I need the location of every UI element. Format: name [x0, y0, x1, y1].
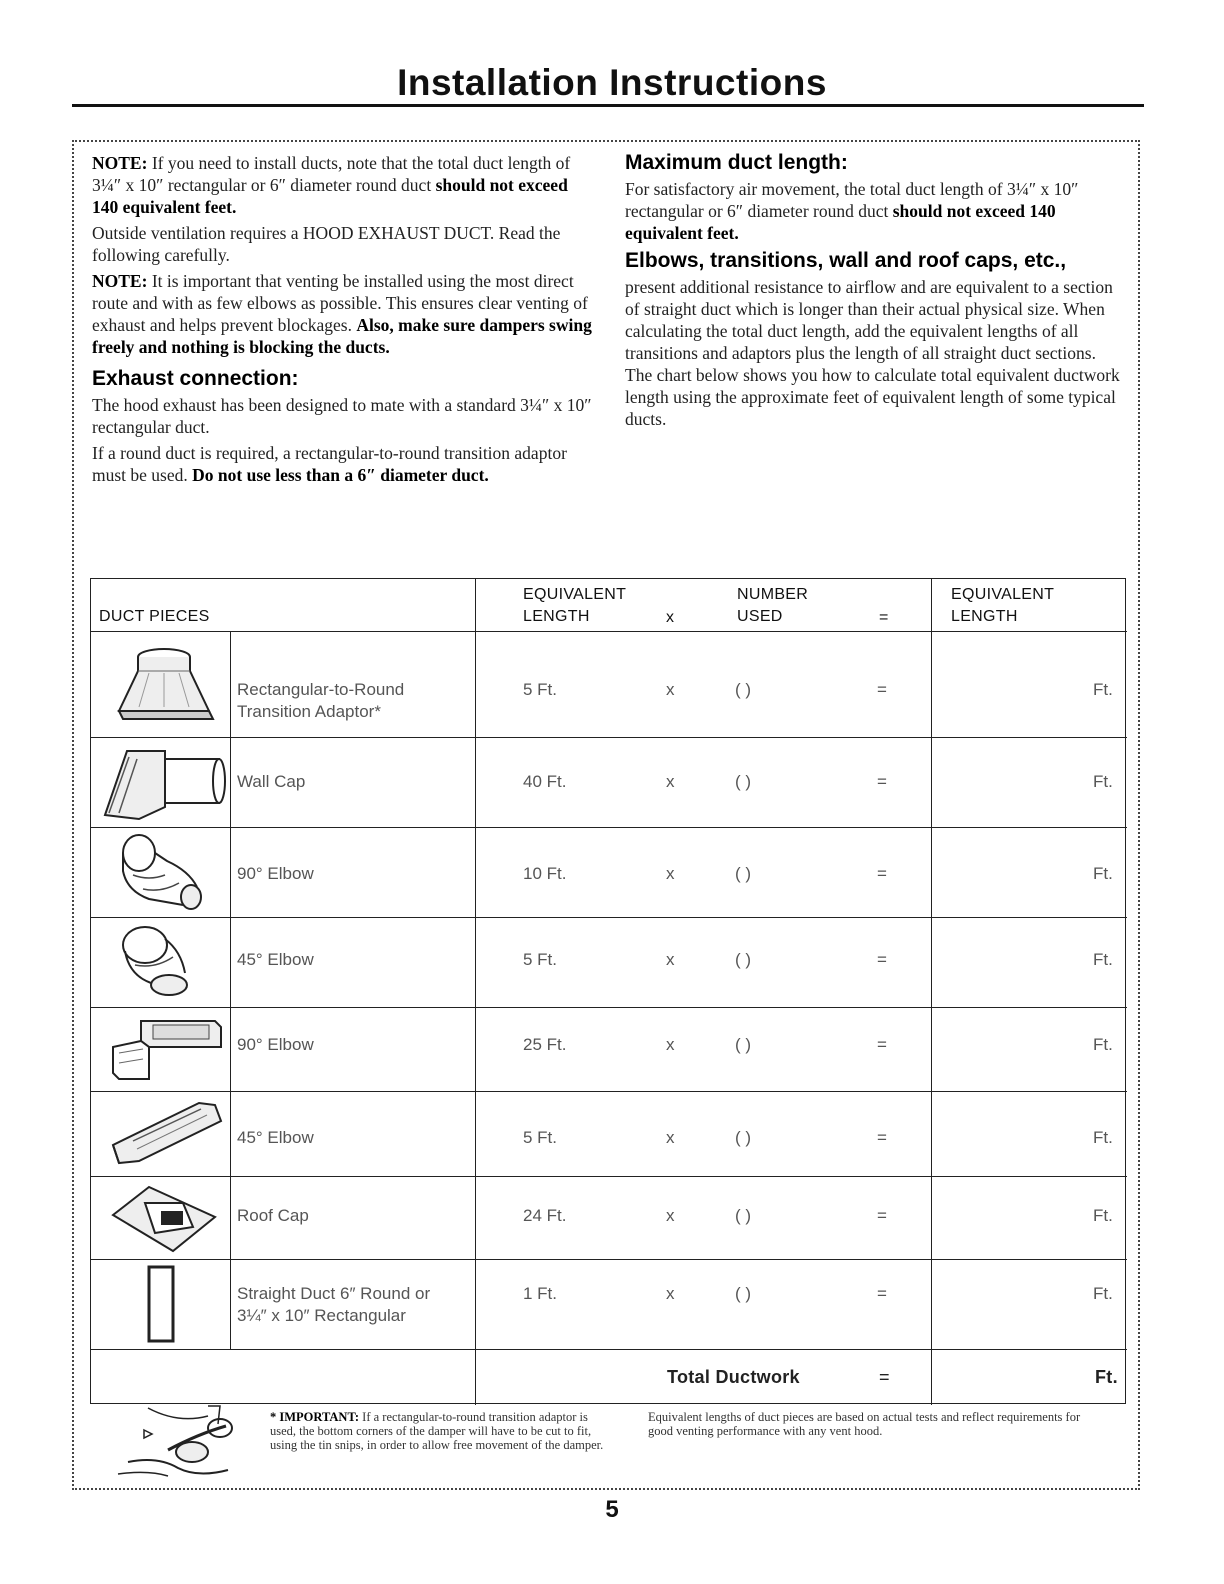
row-name-line2: Transition Adaptor* [237, 702, 381, 721]
row-equals: = [877, 772, 887, 791]
row-name-line1: 90° Elbow [237, 864, 314, 883]
row-result-unit: Ft. [1093, 680, 1113, 699]
row-result-unit: Ft. [1093, 772, 1113, 791]
outside-ventilation-text: Outside ventilation requires a HOOD EXHAUST DUCT. Read the following carefully. [92, 223, 561, 265]
row-result-unit: Ft. [1093, 1035, 1113, 1054]
header-duct-pieces: DUCT PIECES [99, 608, 210, 625]
left-column [92, 152, 592, 490]
row-times: x [666, 1128, 675, 1147]
row-name-line1: Roof Cap [237, 1206, 309, 1225]
row-times: x [666, 680, 675, 699]
header-number-used-1: NUMBER [737, 586, 809, 603]
note-text: It is important that venting be installed using the most direct route and with as few elbows as possible. This ensures clear venting of exhaust and helps prevent blockages. [92, 271, 588, 335]
duct-length-table [90, 578, 1126, 1404]
note-label: NOTE: [92, 153, 148, 173]
row-times: x [666, 950, 675, 969]
row-equiv-length: 10 Ft. [523, 864, 567, 883]
max-duct-length-text [625, 178, 1125, 244]
table-divider [91, 827, 1127, 828]
total-unit: Ft. [1095, 1367, 1118, 1387]
table-divider [475, 579, 476, 1405]
note-bold-text: Also, make sure dampers swing freely and nothing is blocking the ducts. [92, 315, 592, 357]
header-number-used-2: USED [737, 608, 783, 625]
row-name-line1: 45° Elbow [237, 1128, 314, 1147]
rect-90-elbow-icon [105, 1013, 225, 1087]
row-equals: = [877, 1035, 887, 1054]
row-result-unit: Ft. [1093, 864, 1113, 883]
total-equals: = [879, 1367, 890, 1387]
round-duct-bold: Do not use less than a 6″ diameter duct. [192, 465, 489, 485]
row-number-used[interactable]: ( ) [735, 1284, 752, 1303]
rect-45-elbow-icon [103, 1095, 227, 1173]
table-divider [91, 1349, 1127, 1350]
note-label: NOTE: [92, 271, 148, 291]
right-column [625, 150, 1125, 434]
row-number-used[interactable]: ( ) [735, 950, 752, 969]
row-number-used[interactable]: ( ) [735, 1128, 752, 1147]
table-divider [230, 631, 231, 1349]
equivalent-lengths-note: Equivalent lengths of duct pieces are based on actual tests and reflect requirements for good venting performance with any vent hood. [648, 1410, 1081, 1438]
row-equiv-length: 1 Ft. [523, 1284, 558, 1303]
row-equiv-length: 25 Ft. [523, 1035, 567, 1054]
row-equals: = [877, 1128, 887, 1147]
header-equiv-length-2: LENGTH [523, 608, 590, 625]
row-name-line1: Wall Cap [237, 772, 306, 791]
max-duct-plain: For satisfactory air movement, the total duct length of 3¼″ x 10″ rectangular or 6″ diameter round duct [625, 179, 1079, 221]
row-equals: = [877, 1206, 887, 1225]
round-duct-plain: If a round duct is required, a rectangular-to-round transition adaptor must be used. [92, 443, 567, 485]
row-equiv-length: 40 Ft. [523, 772, 567, 791]
row-number-used[interactable]: ( ) [735, 680, 752, 699]
row-times: x [666, 1284, 675, 1303]
table-divider [91, 1176, 1127, 1177]
table-divider [91, 1007, 1127, 1008]
max-duct-bold: should not exceed 140 equivalent feet. [625, 201, 1056, 243]
row-number-used[interactable]: ( ) [735, 1035, 752, 1054]
row-equals: = [877, 680, 887, 699]
row-name-line1: 90° Elbow [237, 1035, 314, 1054]
round-90-elbow-icon [113, 831, 213, 915]
row-equiv-length: 5 Ft. [523, 1128, 558, 1147]
row-times: x [666, 864, 675, 883]
table-divider [91, 917, 1127, 918]
header-result-length-2: LENGTH [951, 608, 1018, 625]
row-result-unit: Ft. [1093, 1128, 1113, 1147]
important-text: If a rectangular-to-round transition adaptor is used, the bottom corners of the damper will have to be cut to fit, using the tin snips, in order to allow free movement of the damper. [270, 1410, 604, 1452]
row-times: x [666, 1206, 675, 1225]
row-equiv-length: 5 Ft. [523, 680, 558, 699]
row-result-unit: Ft. [1093, 1206, 1113, 1225]
straight-duct-icon [139, 1263, 183, 1345]
note-bold-text: should not exceed 140 equivalent feet. [92, 175, 568, 217]
row-times: x [666, 1035, 675, 1054]
round-duct-text [92, 442, 592, 486]
table-divider [91, 1259, 1127, 1260]
row-name-line1: Rectangular-to-Round [237, 680, 405, 699]
exhaust-connection-text: The hood exhaust has been designed to mate with a standard 3¼″ x 10″ rectangular duct. [92, 395, 592, 437]
table-divider [91, 631, 1127, 632]
row-number-used[interactable]: ( ) [735, 1206, 752, 1225]
row-number-used[interactable]: ( ) [735, 772, 752, 791]
row-name-line1: Straight Duct 6″ Round or [237, 1284, 431, 1303]
row-result-unit: Ft. [1093, 1284, 1113, 1303]
row-equiv-length: 5 Ft. [523, 950, 558, 969]
important-label: * IMPORTANT: [270, 1410, 360, 1424]
row-number-used[interactable]: ( ) [735, 864, 752, 883]
note-install-ducts [92, 152, 592, 218]
page-number: 5 [605, 1496, 619, 1523]
important-footnote [270, 1410, 610, 1452]
page-title: Installation Instructions [397, 62, 827, 103]
table-divider [91, 1091, 1127, 1092]
row-name-line1: 45° Elbow [237, 950, 314, 969]
tin-snips-icon [108, 1404, 258, 1480]
exhaust-connection-heading: Exhaust connection: [92, 367, 299, 390]
header-times: x [666, 609, 675, 626]
row-result-unit: Ft. [1093, 950, 1113, 969]
row-equals: = [877, 950, 887, 969]
roof-cap-icon [109, 1181, 219, 1255]
note-text: If you need to install ducts, note that the total duct length of 3¼″ x 10″ rectangular or 6″ diameter round duct [92, 153, 571, 195]
row-times: x [666, 772, 675, 791]
total-ductwork-label: Total Ductwork [667, 1367, 800, 1387]
elbows-heading: Elbows, transitions, wall and roof caps, etc., [625, 249, 1067, 272]
row-equals: = [877, 864, 887, 883]
elbows-text: present additional resistance to airflow and are equivalent to a section of straight duct which is longer than their actual physical size. When calculating the total duct length, add the equivalent lengths of all transitions and adaptors plus the length of all straight duct sections. The chart below shows you how to calculate total equivalent ductwork length using the approximate feet of equivalent length of some typical ducts. [625, 277, 1120, 429]
wall-cap-icon [99, 743, 229, 823]
row-equiv-length: 24 Ft. [523, 1206, 567, 1225]
title-rule [72, 104, 1144, 107]
table-divider [91, 737, 1127, 738]
max-duct-length-heading: Maximum duct length: [625, 151, 848, 174]
header-result-length-1: EQUIVALENT [951, 586, 1055, 603]
table-divider [931, 579, 932, 1405]
rect-to-round-adaptor-icon [109, 641, 219, 731]
row-name-line2: 3¼″ x 10″ Rectangular [237, 1306, 406, 1325]
header-equiv-length-1: EQUIVALENT [523, 586, 627, 603]
note-venting [92, 270, 592, 358]
row-equals: = [877, 1284, 887, 1303]
round-45-elbow-icon [115, 921, 205, 1003]
header-equals: = [879, 609, 889, 626]
